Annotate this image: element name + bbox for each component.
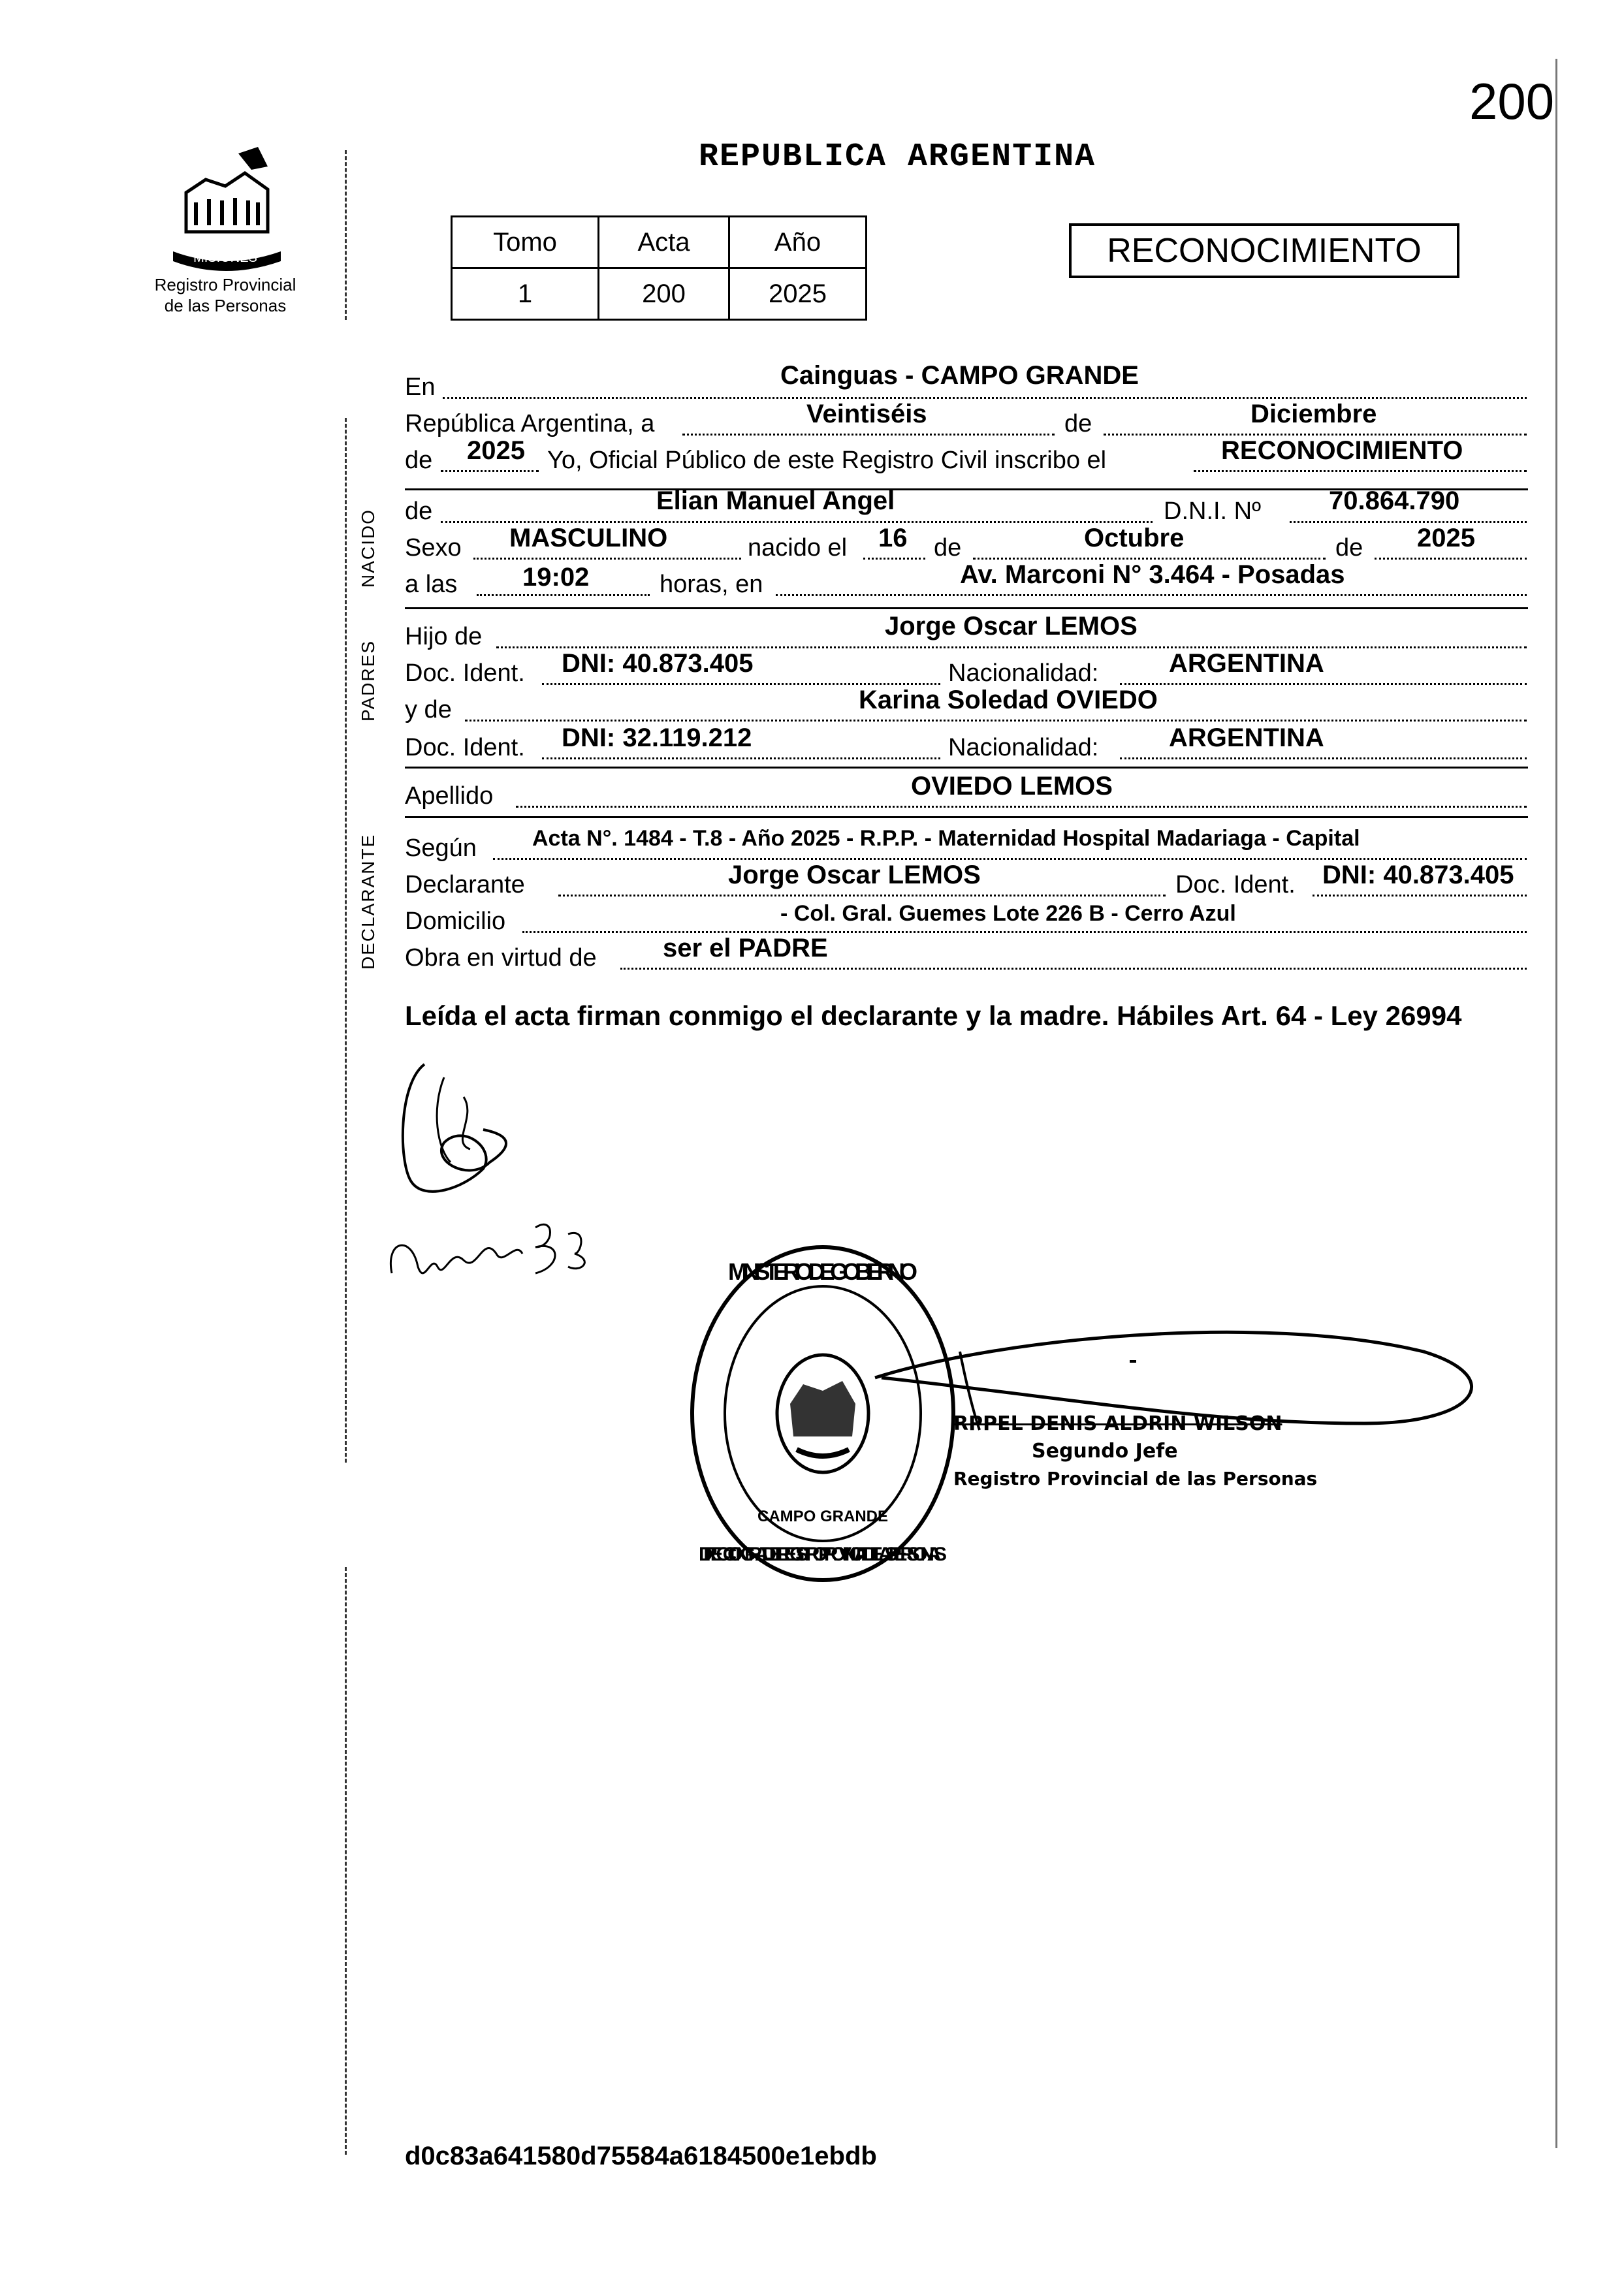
field-sexo: MASCULINO	[509, 524, 668, 552]
section-divider	[405, 607, 1528, 609]
label-a-las: a las	[405, 571, 458, 598]
dotted-line	[477, 594, 650, 596]
dotted-line	[776, 594, 1527, 596]
declarant-signature	[385, 1058, 594, 1306]
officer-name: RPPEL DENIS ALDRIN WILSON	[953, 1412, 1282, 1435]
label-horas-en: horas, en	[660, 571, 763, 598]
dotted-line	[1375, 558, 1527, 560]
label-de: de	[405, 447, 433, 474]
field-tipo: RECONOCIMIENTO	[1221, 436, 1463, 465]
dotted-line	[522, 931, 1527, 933]
registry-table	[451, 215, 867, 321]
field-madre: Karina Soledad OVIEDO	[859, 686, 1158, 714]
seal-inner-text: MINISTERIO DE GOBIERNO	[728, 1258, 917, 1285]
section-divider	[405, 767, 1528, 769]
field-apellido: OVIEDO LEMOS	[911, 772, 1113, 801]
coat-of-arms-icon	[160, 140, 291, 271]
label-obra: Obra en virtud de	[405, 944, 597, 972]
field-lugar: Cainguas - CAMPO GRANDE	[780, 361, 1139, 390]
dotted-line	[542, 683, 940, 685]
field-dni: 70.864.790	[1329, 486, 1460, 515]
dotted-line	[1104, 434, 1527, 436]
field-declarante-doc: DNI: 40.873.405	[1322, 861, 1514, 889]
dotted-line	[441, 470, 539, 472]
label-doc-ident: Doc. Ident.	[1175, 871, 1296, 898]
label-y-de: y de	[405, 696, 452, 723]
label-en: En	[405, 373, 436, 401]
closing-statement: Leída el acta firman conmigo el declarante y la madre. Hábiles Art. 64 - Ley 26994	[405, 1000, 1462, 1031]
dotted-line	[443, 397, 1527, 399]
label-declarante: Declarante	[405, 871, 525, 898]
label-doc-ident: Doc. Ident.	[405, 734, 525, 761]
document-hash: d0c83a641580d75584a6184500e1ebdb	[405, 2142, 877, 2170]
field-nac-mes: Octubre	[1084, 524, 1185, 552]
dotted-line	[441, 521, 1153, 523]
dotted-line	[1120, 683, 1527, 685]
label-dni: D.N.I. Nº	[1164, 498, 1261, 525]
dotted-line	[496, 646, 1527, 648]
label-hijo-de: Hijo de	[405, 623, 483, 650]
dotted-line	[1290, 521, 1527, 523]
dotted-line	[493, 858, 1527, 860]
scan-edge-line	[1555, 59, 1557, 2148]
dotted-line	[682, 434, 1055, 436]
dotted-line	[1194, 470, 1527, 472]
header-acta: Acta	[599, 217, 729, 268]
field-obra: ser el PADRE	[663, 934, 828, 962]
seal-bottom-text: CAMPO GRANDE	[757, 1508, 889, 1525]
dotted-line	[542, 757, 940, 759]
field-segun: Acta N°. 1484 - T.8 - Año 2025 - R.P.P. - Maternidad Hospital Madariaga - Capital	[532, 826, 1360, 851]
field-lugar-nac: Av. Marconi N° 3.464 - Posadas	[960, 560, 1345, 589]
label-de-mes: de	[934, 534, 962, 562]
scan-margin-line	[345, 1567, 347, 2155]
label-doc-ident: Doc. Ident.	[405, 659, 525, 687]
label-segun: Según	[405, 834, 477, 862]
value-anio: 2025	[729, 268, 867, 320]
side-label-nacido: NACIDO	[358, 509, 378, 588]
field-padre-doc: DNI: 40.873.405	[562, 649, 754, 678]
side-label-declarante: DECLARANTE	[358, 833, 378, 970]
dotted-line	[516, 806, 1527, 808]
field-madre-nac: ARGENTINA	[1169, 723, 1324, 752]
emblem-text: MISIONES	[193, 251, 257, 265]
field-padre: Jorge Oscar LEMOS	[885, 612, 1138, 641]
field-nac-anio: 2025	[1417, 524, 1475, 552]
header-tomo: Tomo	[452, 217, 599, 268]
officer-block	[953, 1410, 1317, 1493]
logo-org-line: de las Personas	[164, 296, 287, 315]
page-number: 200	[1469, 72, 1555, 130]
label-nacionalidad: Nacionalidad:	[948, 734, 1099, 761]
seal-outer-text: DIRECCION GRAL. DEL REGISTRO PROVINCIAL DE LAS PERSONAS	[699, 1544, 947, 1565]
label-nacionalidad: Nacionalidad:	[948, 659, 1099, 687]
dotted-line	[973, 558, 1326, 560]
officer-role: Segundo Jefe	[1032, 1440, 1178, 1463]
value-tomo: 1	[452, 268, 599, 320]
field-anio: 2025	[467, 436, 525, 465]
label-nacido-el: nacido el	[748, 534, 848, 562]
field-domicilio: - Col. Gral. Guemes Lote 226 B - Cerro Azul	[780, 901, 1236, 926]
registry-value-row	[452, 268, 867, 320]
side-label-padres: PADRES	[358, 639, 378, 722]
label-de-nombre: de	[405, 498, 433, 525]
section-divider	[405, 816, 1528, 818]
field-nac-dia: 16	[878, 524, 908, 552]
label-de: de	[1064, 410, 1092, 437]
registry-logo	[140, 140, 310, 316]
field-dia: Veintiséis	[806, 400, 927, 428]
field-declarante: Jorge Oscar LEMOS	[728, 861, 981, 889]
header-anio: Año	[729, 217, 867, 268]
dotted-line	[1313, 895, 1527, 896]
dotted-line	[473, 558, 741, 560]
label-de-anio: de	[1335, 534, 1363, 562]
field-nombre: Elian Manuel Angel	[656, 486, 895, 515]
dotted-line	[863, 558, 925, 560]
label-yo: Yo, Oficial Público de este Registro Civil inscribo el	[547, 447, 1107, 474]
label-apellido: Apellido	[405, 782, 494, 810]
dotted-line	[558, 895, 1166, 896]
scan-margin-line	[345, 150, 347, 320]
value-acta: 200	[599, 268, 729, 320]
field-padre-nac: ARGENTINA	[1169, 649, 1324, 678]
label-sexo: Sexo	[405, 534, 462, 562]
field-madre-doc: DNI: 32.119.212	[562, 723, 752, 752]
field-hora: 19:02	[522, 563, 590, 592]
dotted-line	[620, 968, 1527, 970]
label-republica: República Argentina, a	[405, 410, 655, 437]
dotted-line	[1120, 757, 1527, 759]
registry-header-row	[452, 217, 867, 268]
field-mes: Diciembre	[1250, 400, 1377, 428]
label-domicilio: Domicilio	[405, 908, 506, 935]
officer-institution: Registro Provincial de las Personas	[953, 1468, 1318, 1489]
dotted-line	[465, 720, 1527, 722]
act-type-box: RECONOCIMIENTO	[1069, 223, 1459, 278]
scan-margin-line	[345, 418, 347, 1463]
logo-org-line: Registro Provincial	[154, 275, 296, 294]
page-title: REPUBLICA ARGENTINA	[699, 138, 1096, 176]
